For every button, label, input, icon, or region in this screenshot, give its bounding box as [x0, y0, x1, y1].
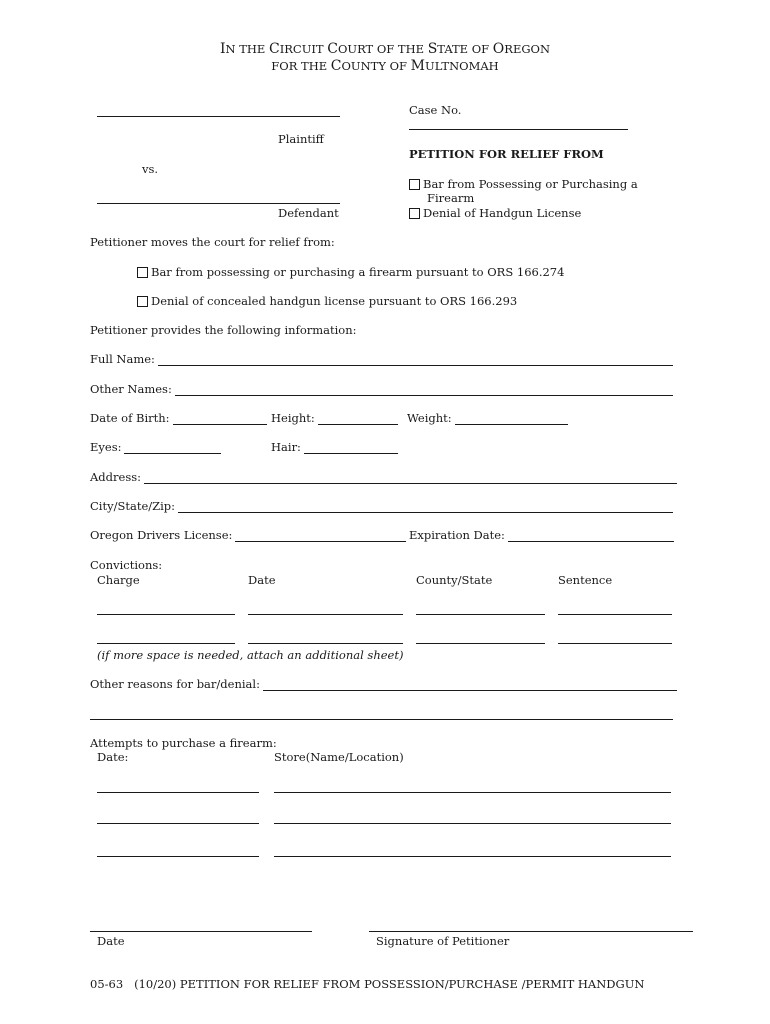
hair-line[interactable]: [304, 443, 398, 454]
col-sentence: Sentence: [558, 573, 613, 587]
convictions-title: Convictions:: [90, 558, 163, 572]
attempts-title: Attempts to purchase a firearm:: [90, 736, 277, 750]
case-no-label: Case No.: [409, 103, 462, 117]
other-reasons-field[interactable]: Other reasons for bar/denial:: [90, 677, 677, 691]
dob-line[interactable]: [173, 414, 267, 425]
defendant-label: Defendant: [278, 206, 339, 220]
petition-title: PETITION FOR RELIEF FROM: [409, 147, 604, 161]
height-line[interactable]: [318, 414, 398, 425]
eyes-line[interactable]: [124, 443, 221, 454]
defendant-name-line[interactable]: [97, 203, 340, 204]
col-charge: Charge: [97, 573, 140, 587]
checkbox-denial-caption[interactable]: [409, 208, 420, 219]
date-label: Date: [97, 934, 125, 948]
date-signature-line[interactable]: [90, 931, 312, 932]
attempts-col-store: Store(Name/Location): [274, 750, 404, 764]
hair-field[interactable]: Hair:: [271, 440, 398, 454]
other-names-line[interactable]: [175, 385, 673, 396]
address-line[interactable]: [144, 473, 677, 484]
full-name-line[interactable]: [158, 355, 673, 366]
city-state-zip-field[interactable]: City/State/Zip:: [90, 499, 673, 513]
form-footer: 05-63 (10/20) PETITION FOR RELIEF FROM POSSESSION/PURCHASE /PERMIT HANDGUN: [90, 977, 645, 991]
court-header-line-1: IN THE CIRCUIT COURT OF THE STATE OF OREGON: [219, 41, 551, 57]
address-field[interactable]: Address:: [90, 470, 677, 484]
other-names-field[interactable]: Other Names:: [90, 382, 673, 396]
conviction-1-date[interactable]: [248, 614, 403, 615]
attempt-2-store[interactable]: [274, 823, 671, 824]
case-no-line[interactable]: [409, 129, 628, 130]
checkbox-relief-bar[interactable]: [137, 267, 148, 278]
eyes-field[interactable]: Eyes:: [90, 440, 221, 454]
drivers-license-field[interactable]: Oregon Drivers License:: [90, 528, 406, 542]
city-state-zip-line[interactable]: [178, 502, 673, 513]
dob-field[interactable]: Date of Birth:: [90, 411, 267, 425]
conviction-2-charge[interactable]: [97, 643, 235, 644]
relief-option-bar[interactable]: Bar from possessing or purchasing a firearm pursuant to ORS 166.274: [137, 265, 564, 279]
other-reasons-line[interactable]: [263, 680, 677, 691]
conviction-1-sentence[interactable]: [558, 614, 672, 615]
attempt-2-date[interactable]: [97, 823, 259, 824]
conviction-1-county[interactable]: [416, 614, 545, 615]
col-date: Date: [248, 573, 276, 587]
attempt-1-date[interactable]: [97, 792, 259, 793]
conviction-2-date[interactable]: [248, 643, 403, 644]
attempt-3-store[interactable]: [274, 856, 671, 857]
caption-option-bar[interactable]: Bar from Possessing or Purchasing a: [409, 177, 638, 191]
signature-label: Signature of Petitioner: [376, 934, 510, 948]
attempt-3-date[interactable]: [97, 856, 259, 857]
caption-option-bar-line-2: Firearm: [427, 191, 475, 205]
checkbox-relief-denial[interactable]: [137, 296, 148, 307]
plaintiff-label: Plaintiff: [278, 132, 324, 146]
weight-line[interactable]: [455, 414, 568, 425]
weight-field[interactable]: Weight:: [407, 411, 568, 425]
conviction-1-charge[interactable]: [97, 614, 235, 615]
relief-option-denial[interactable]: Denial of concealed handgun license pursuant to ORS 166.293: [137, 294, 517, 308]
conviction-2-county[interactable]: [416, 643, 545, 644]
checkbox-bar-caption[interactable]: [409, 179, 420, 190]
expiration-date-field[interactable]: Expiration Date:: [409, 528, 674, 542]
expiration-date-line[interactable]: [508, 531, 674, 542]
info-intro: Petitioner provides the following information:: [90, 323, 357, 337]
plaintiff-name-line[interactable]: [97, 116, 340, 117]
petitioner-signature-line[interactable]: [369, 931, 693, 932]
col-county-state: County/State: [416, 573, 493, 587]
vs-label: vs.: [142, 162, 159, 176]
caption-option-denial[interactable]: Denial of Handgun License: [409, 206, 581, 220]
court-header-line-2: FOR THE COUNTY OF MULTNOMAH: [271, 58, 499, 74]
height-field[interactable]: Height:: [271, 411, 398, 425]
conviction-2-sentence[interactable]: [558, 643, 672, 644]
drivers-license-line[interactable]: [235, 531, 406, 542]
relief-intro: Petitioner moves the court for relief from:: [90, 235, 335, 249]
attempt-1-store[interactable]: [274, 792, 671, 793]
full-name-field[interactable]: Full Name:: [90, 352, 673, 366]
other-reasons-line-2[interactable]: [90, 719, 673, 720]
convictions-note: (if more space is needed, attach an additional sheet): [97, 648, 404, 662]
attempts-col-date: Date:: [97, 750, 129, 764]
